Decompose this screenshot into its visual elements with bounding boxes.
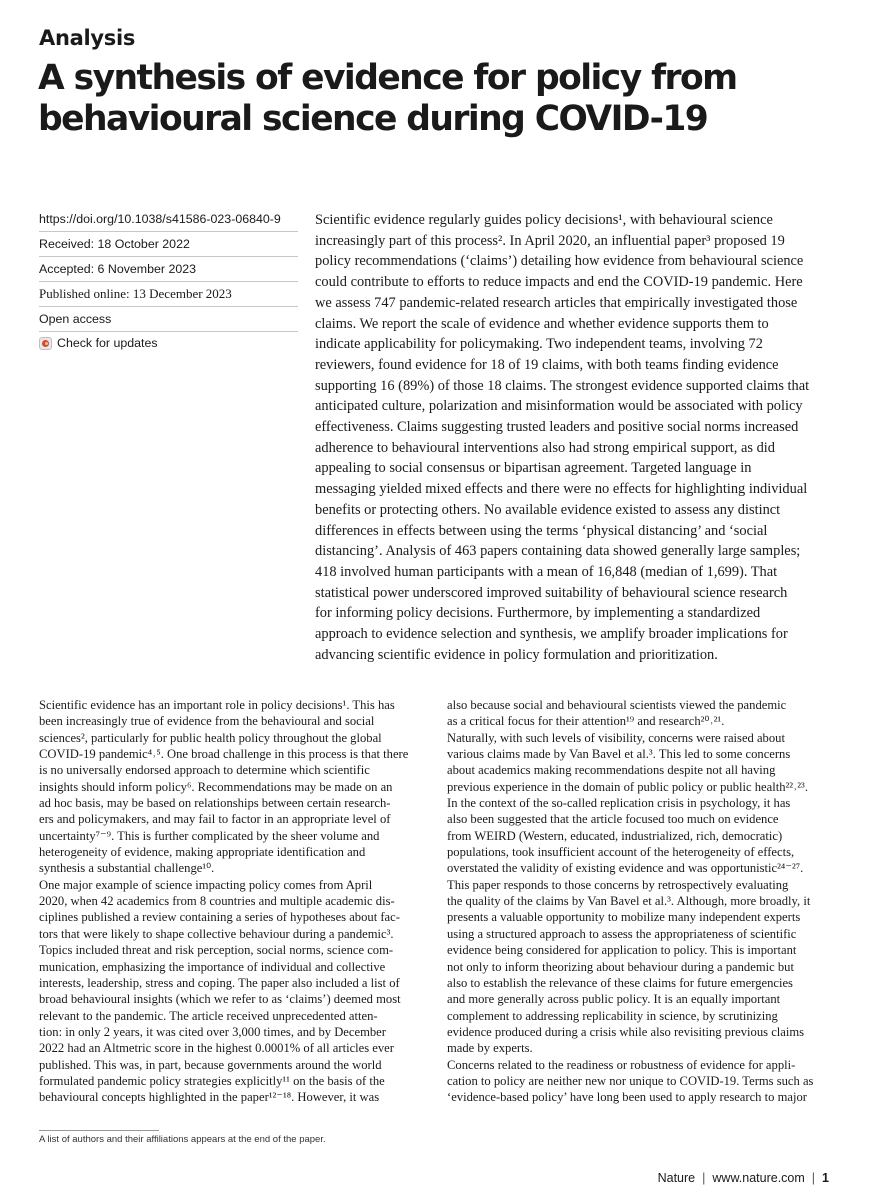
meta-divider bbox=[39, 231, 298, 232]
abstract-line: supporting 16 (89%) of those 18 claims. The strongest evidence supported claims that bbox=[315, 377, 810, 394]
abstract-line: we assess 747 pandemic-related research articles that empirically investigated those bbox=[315, 294, 798, 311]
body-line: also to establish the relevance of these claims for future emergencies bbox=[447, 975, 793, 990]
abstract bbox=[315, 210, 840, 665]
published-date: Published online: 13 December 2023 bbox=[39, 286, 232, 301]
body-line: and more generally across public policy. It is an equally important bbox=[447, 992, 781, 1007]
body-line: In the context of the so-called replication crisis in psychology, it has bbox=[447, 796, 791, 811]
abstract-line: approach to evidence selection and synthesis, we amplify broader implications for bbox=[315, 626, 788, 643]
abstract-line: for informing policy decisions. Furthermore, by implementing a standardized bbox=[315, 605, 761, 622]
body-line: broad behavioural insights (which we refer to as ‘claims’) deemed most bbox=[39, 992, 401, 1007]
abstract-line: increasingly part of this process². In April 2020, an influential paper³ proposed 19 bbox=[315, 232, 785, 249]
body-line: behavioural concepts highlighted in the paper¹²⁻¹⁸. However, it was bbox=[39, 1090, 380, 1105]
check-for-updates-button[interactable] bbox=[39, 336, 158, 350]
footer-separator: | bbox=[811, 1171, 816, 1185]
abstract-line: anticipated culture, polarization and misinformation would be associated with policy bbox=[315, 398, 803, 415]
body-line: uncertainty⁷⁻⁹. This is further complicated by the sheer volume and bbox=[39, 828, 380, 843]
abstract-line: benefits or protecting others. No available evidence existed to assess any distinct bbox=[315, 501, 781, 518]
title-line: A synthesis of evidence for policy from bbox=[38, 58, 737, 98]
journal-name: Nature bbox=[657, 1171, 696, 1185]
body-line: also been suggested that the article focused too much on evidence bbox=[447, 812, 779, 827]
check-for-updates-label: Check for updates bbox=[57, 336, 158, 350]
doi-link[interactable]: https://doi.org/10.1038/s41586-023-06840-9 bbox=[39, 212, 281, 226]
footer-separator: | bbox=[702, 1171, 706, 1185]
abstract-line: distancing’. Analysis of 463 papers containing data showed generally large samples; bbox=[315, 543, 801, 560]
abstract-line: advancing scientific evidence in policy formulation and prioritization. bbox=[315, 646, 718, 663]
accepted-date: Accepted: 6 November 2023 bbox=[39, 262, 197, 276]
abstract-line: statistical power underscored improved suitability of behavioural science research bbox=[315, 584, 788, 601]
journal-website-link[interactable]: www.nature.com bbox=[712, 1171, 805, 1185]
body-line: Concerns related to the readiness or robustness of evidence for appli- bbox=[447, 1057, 796, 1072]
body-line: One major example of science impacting policy comes from April bbox=[39, 877, 373, 892]
body-line: the quality of the claims by Van Bavel et al.³. Although, more broadly, it bbox=[447, 894, 811, 909]
body-line: sciences², particularly for public health policy throughout the global bbox=[39, 730, 382, 745]
section-label: Analysis bbox=[39, 26, 136, 50]
body-line: cation to policy are neither new nor unique to COVID-19. Terms such as bbox=[447, 1073, 814, 1088]
received-date: Received: 18 October 2022 bbox=[39, 237, 190, 251]
body-line: heterogeneity of evidence, making appropriate identification and bbox=[39, 845, 366, 860]
abstract-line: policy recommendations (‘claims’) detailing how evidence from behavioural science bbox=[315, 253, 804, 270]
body-line: also because social and behavioural scientists viewed the pandemic bbox=[447, 698, 787, 712]
body-line: evidence being considered for application to policy. This is important bbox=[447, 943, 797, 958]
body-column-left bbox=[39, 697, 433, 1106]
body-line: published. This was, in part, because governments around the world bbox=[39, 1057, 382, 1072]
body-line: ‘evidence-based policy’ have long been used to apply research to major bbox=[447, 1090, 807, 1105]
abstract-line: Scientific evidence regularly guides policy decisions¹, with behavioural science bbox=[315, 212, 773, 228]
body-column-right bbox=[447, 697, 841, 1106]
body-line: not only to inform theorizing about behaviour during a pandemic but bbox=[447, 959, 794, 974]
abstract-line: indicate applicability for policymaking. Two independent teams, involving 72 bbox=[315, 336, 763, 353]
footnote-divider bbox=[39, 1130, 159, 1131]
body-line: Naturally, with such levels of visibility, concerns were raised about bbox=[447, 730, 785, 745]
body-line: made by experts. bbox=[447, 1041, 533, 1056]
body-line: previous experience in the domain of public policy or public health²²˒²³. bbox=[447, 779, 808, 794]
body-line: overstated the validity of existing evidence and was opportunistic²⁴⁻²⁷. bbox=[447, 861, 804, 876]
abstract-line: differences in effects between using the terms ‘physical distancing’ and ‘social bbox=[315, 522, 768, 539]
body-line: munication, emphasizing the importance of individual and collective bbox=[39, 959, 386, 974]
meta-divider bbox=[39, 331, 298, 332]
meta-divider bbox=[39, 256, 298, 257]
body-line: about academics making recommendations despite not all having bbox=[447, 763, 776, 778]
body-line: ers and policymakers, and may fail to factor in an appropriate level of bbox=[39, 812, 391, 827]
body-line: ad hoc basis, may be based on relationships between certain research- bbox=[39, 796, 391, 811]
body-line: formulated pandemic policy strategies explicitly¹¹ on the basis of the bbox=[39, 1073, 385, 1088]
body-line: is no universally endorsed approach to determine which scientific bbox=[39, 763, 370, 778]
body-line: as a critical focus for their attention¹⁹ and research²⁰˒²¹. bbox=[447, 714, 725, 729]
article-title bbox=[38, 58, 838, 140]
body-line: 2022 had an Altmetric score in the highest 0.0001% of all articles ever bbox=[39, 1041, 394, 1056]
body-line: evidence produced during a crisis while also revisiting previous claims bbox=[447, 1024, 805, 1039]
body-line: Scientific evidence has an important role in policy decisions¹. This has bbox=[39, 698, 395, 712]
body-line: 2020, when 42 academics from 8 countries and multiple academic dis- bbox=[39, 894, 395, 909]
body-line: been increasingly true of evidence from the behavioural and social bbox=[39, 714, 375, 729]
body-line: tors that were likely to shape collective behaviour during a pandemic³. bbox=[39, 926, 394, 941]
body-line: Topics included threat and risk perception, social norms, science com- bbox=[39, 943, 394, 958]
abstract-line: messaging yielded mixed effects and there were no effects for highlighting individual bbox=[315, 481, 808, 498]
body-line: complement to addressing replicability in science, by scrutinizing bbox=[447, 1008, 778, 1023]
body-line: synthesis a substantial challenge¹⁰. bbox=[39, 861, 215, 876]
abstract-line: effectiveness. Claims suggesting trusted leaders and positive social norms increased bbox=[315, 419, 799, 436]
abstract-line: adherence to behavioural interventions also had strong empirical support, as did bbox=[315, 439, 775, 456]
body-line: interests, leadership, stress and coping. The paper also included a list of bbox=[39, 975, 400, 990]
title-line: behavioural science during COVID-19 bbox=[38, 99, 708, 139]
meta-divider bbox=[39, 306, 298, 307]
body-line: relevant to the pandemic. The article received unprecedented atten- bbox=[39, 1008, 378, 1023]
body-line: from WEIRD (Western, educated, industrialized, rich, democratic) bbox=[447, 828, 783, 843]
body-line: This paper responds to those concerns by retrospectively evaluating bbox=[447, 877, 789, 892]
body-line: COVID-19 pandemic⁴˒⁵. One broad challenge in this process is that there bbox=[39, 747, 409, 762]
body-line: insights should inform policy⁶. Recommendations may be made on an bbox=[39, 779, 393, 794]
body-line: various claims made by Van Bavel et al.³. This led to some concerns bbox=[447, 747, 791, 762]
abstract-line: could contribute to efforts to reduce impacts and end the COVID-19 pandemic. Here bbox=[315, 274, 803, 291]
page-number: 1 bbox=[822, 1171, 829, 1185]
abstract-line: appealing to social consensus or bipartisan agreement. Targeted language in bbox=[315, 460, 752, 477]
crossmark-icon bbox=[39, 337, 52, 350]
body-line: tion: in only 2 years, it was cited over 3,000 times, and by December bbox=[39, 1024, 386, 1039]
body-line: ciplines published a review containing a series of hypotheses about fac- bbox=[39, 910, 400, 925]
meta-divider bbox=[39, 281, 298, 282]
body-line: using a structured approach to assess the appropriateness of scientific bbox=[447, 926, 797, 941]
abstract-line: 418 involved human participants with a mean of 16,848 (median of 1,699). That bbox=[315, 563, 778, 580]
body-line: presents a valuable opportunity to mobilize many independent experts bbox=[447, 910, 801, 925]
body-line: populations, took insufficient account of the heterogeneity of effects, bbox=[447, 845, 795, 860]
author-footnote: A list of authors and their affiliations appears at the end of the paper. bbox=[39, 1134, 326, 1145]
abstract-line: claims. We report the scale of evidence and whether evidence supports them to bbox=[315, 315, 769, 332]
page-footer bbox=[658, 1171, 829, 1185]
abstract-line: reviewers, found evidence for 18 of 19 claims, with both teams finding evidence bbox=[315, 356, 779, 373]
open-access-label: Open access bbox=[39, 312, 112, 326]
